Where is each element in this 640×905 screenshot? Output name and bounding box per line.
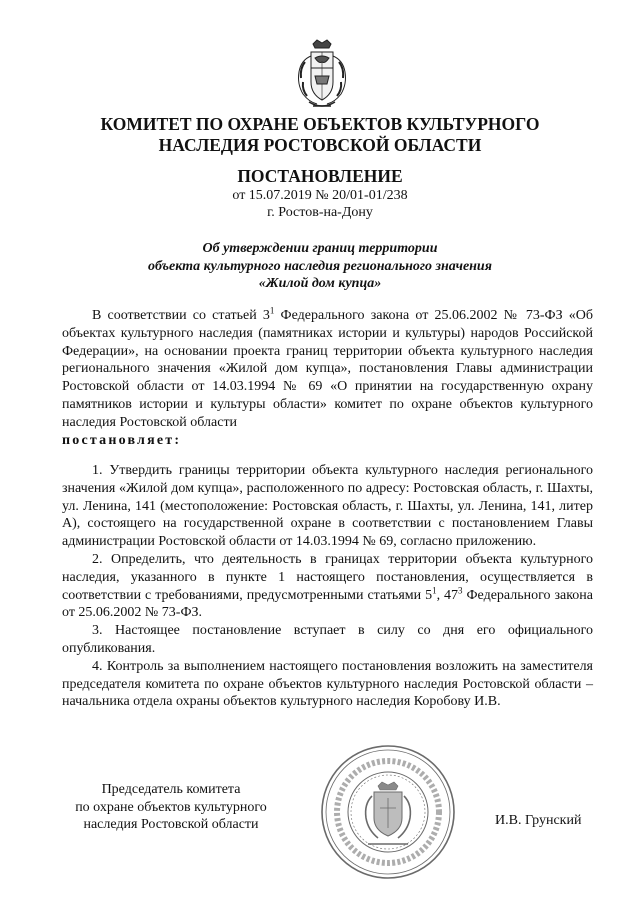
signatory-name: И.В. Грунский bbox=[495, 813, 582, 828]
subject-line2: объекта культурного наследия регионального значения bbox=[148, 258, 492, 274]
organization-name bbox=[0, 114, 640, 156]
decree-word: постановляет: bbox=[62, 432, 182, 448]
document-city: г. Ростов-на-Дону bbox=[267, 205, 373, 220]
item-2 bbox=[62, 551, 593, 622]
item-4: 4. Контроль за выполнением настоящего постановления возложить на заместителя председателя комитета по охране объектов культурного наследия Ростовской области – начальника отдела охраны объектов культурного наследия Коробову И.В. bbox=[62, 658, 593, 710]
document-meta bbox=[0, 187, 640, 221]
item-2-part3: Федерального закона от 25.06.2002 № 73-ФЗ. bbox=[62, 587, 594, 621]
signatory-title-line1: Председатель комитета bbox=[101, 782, 241, 797]
organization-name-line2: НАСЛЕДИЯ РОСТОВСКОЙ ОБЛАСТИ bbox=[158, 135, 482, 155]
signatory-title-line3: наследия Ростовской области bbox=[83, 817, 259, 832]
document-subject bbox=[0, 240, 640, 293]
decree-items bbox=[62, 462, 593, 711]
item-3: 3. Настоящее постановление вступает в силу со дня его официального опубликования. bbox=[62, 623, 593, 656]
item-2-sup2: 3 bbox=[458, 584, 463, 595]
preamble-text-part1: В соответствии со статьей 3 bbox=[92, 308, 270, 323]
item-1: 1. Утвердить границы территории объекта культурного наследия регионального значения «Жилой дом купца», расположенного по адресу: Ростовская область, г. Шахты, ул. Ленина, 141 (местоположение: Ростовская область, г. Шахты, ул. Ленина, 141, литер А), состоящего на государственной охране в соответствии с постановлением Главы администрации Ростовской области от 14.03.1994 № 69, согласно приложению. bbox=[62, 463, 593, 550]
official-seal-stamp-icon bbox=[318, 742, 458, 882]
signatory-title-line2: по охране объектов культурного bbox=[75, 799, 267, 815]
preamble-paragraph bbox=[62, 307, 593, 449]
rostov-oblast-coat-of-arms-icon bbox=[291, 38, 353, 112]
subject-line3: «Жилой дом купца» bbox=[258, 276, 382, 291]
signatory-title bbox=[62, 781, 280, 834]
document-type: ПОСТАНОВЛЕНИЕ bbox=[237, 166, 403, 186]
document-date-number: от 15.07.2019 № 20/01-01/238 bbox=[232, 188, 408, 203]
subject-line1: Об утверждении границ территории bbox=[202, 241, 438, 256]
preamble-superscript: 1 bbox=[269, 305, 275, 316]
item-2-part2: , 47 bbox=[436, 587, 459, 603]
item-2-part1: 2. Определить, что деятельность в границах территории объекта культурного наследия, указанного в пункте 1 настоящего постановления, осуществляется в соответствии с требованиями, предусмотренными статьями 5 bbox=[62, 551, 593, 603]
organization-name-line1: КОМИТЕТ ПО ОХРАНЕ ОБЪЕКТОВ КУЛЬТУРНОГО bbox=[100, 114, 540, 134]
item-2-sup1: 1 bbox=[432, 584, 437, 595]
preamble-text-part2: Федерального закона от 25.06.2002 № 73-ФЗ «Об объектах культурного наследия (памятниках истории и культуры) народов Российской Федерации», на основании проекта границ территории объекта культурного наследия регионального значения «Жилой дом купца», постановления Главы администрации Ростовской области от 14.03.1994 № 69 «О принятии на государственную охрану памятников истории и культуры области» комитет по охране объектов культурного наследия Ростовской области bbox=[62, 308, 593, 430]
